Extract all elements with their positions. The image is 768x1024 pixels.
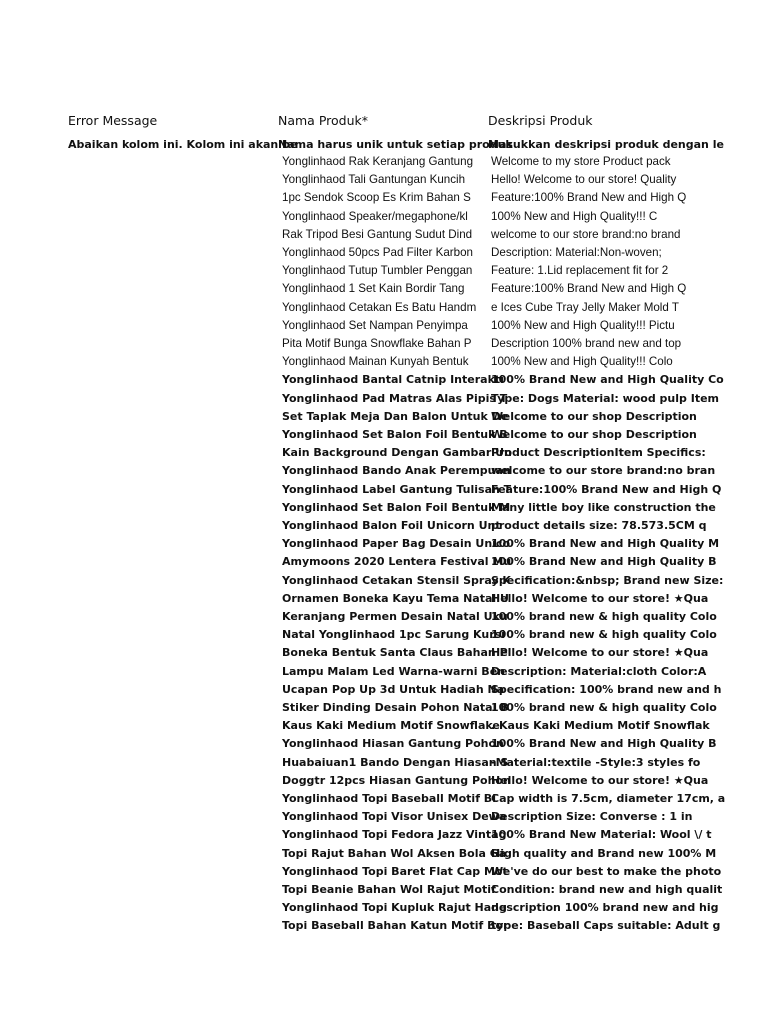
- cell-deskripsi-produk[interactable]: 100% New and High Quality!!! Pictu: [491, 318, 675, 332]
- cell-deskripsi-produk[interactable]: High quality and Brand new 100% M: [491, 846, 717, 860]
- cell-nama-produk[interactable]: Yonglinhaod Label Gantung Tulisan T: [282, 482, 512, 496]
- table-row: [0, 553, 768, 571]
- cell-deskripsi-produk[interactable]: 100% brand new & high quality Colo: [491, 610, 717, 623]
- cell-deskripsi-produk[interactable]: Specification: 100% brand new and h: [491, 682, 722, 696]
- cell-nama-produk[interactable]: Yonglinhaod Tutup Tumbler Penggan: [282, 264, 473, 278]
- cell-deskripsi-produk[interactable]: Condition: brand new and high qualit: [491, 883, 723, 896]
- table-row: [0, 845, 768, 863]
- note-deskripsi-produk[interactable]: Masukkan deskripsi produk dengan le: [488, 138, 724, 151]
- cell-nama-produk[interactable]: Yonglinhaod Bantal Catnip Interakti: [282, 373, 504, 387]
- table-row: [0, 590, 768, 608]
- cell-nama-produk[interactable]: Topi Rajut Bahan Wol Aksen Bola Ga: [282, 846, 507, 860]
- table-row: [0, 244, 768, 262]
- cell-deskripsi-produk[interactable]: Hello! Welcome to our store! Quality: [491, 173, 677, 187]
- cell-nama-produk[interactable]: Yonglinhaod Topi Baseball Motif Bi: [282, 792, 496, 805]
- cell-deskripsi-produk[interactable]: welcome to our store brand:no bran: [491, 464, 716, 478]
- table-row: [0, 808, 768, 826]
- table-row: [0, 917, 768, 935]
- table-row: [0, 663, 768, 681]
- table-row: [0, 772, 768, 790]
- cell-nama-produk[interactable]: Yonglinhaod Pad Matras Alas Pipis T: [282, 391, 508, 405]
- table-row: [0, 353, 768, 371]
- cell-deskripsi-produk[interactable]: type: Baseball Caps suitable: Adult g: [491, 919, 721, 933]
- cell-nama-produk[interactable]: Rak Tripod Besi Gantung Sudut Dind: [282, 227, 473, 241]
- table-row: [0, 517, 768, 535]
- cell-nama-produk[interactable]: Yonglinhaod Bando Anak Perempuan: [282, 464, 511, 478]
- table-row: [0, 153, 768, 171]
- cell-nama-produk[interactable]: Topi Baseball Bahan Katun Motif Bor: [282, 919, 509, 933]
- cell-deskripsi-produk[interactable]: We've do our best to make the photo: [491, 864, 722, 878]
- table-row: [0, 390, 768, 408]
- cell-nama-produk[interactable]: Ucapan Pop Up 3d Untuk Hadiah Na: [282, 682, 505, 696]
- cell-nama-produk[interactable]: Stiker Dinding Desain Pohon Natal B: [282, 701, 509, 714]
- cell-nama-produk[interactable]: Yonglinhaod Speaker/megaphone/kl: [282, 209, 468, 223]
- cell-deskripsi-produk[interactable]: Hello! Welcome to our store! ★Qua: [491, 591, 709, 605]
- cell-deskripsi-produk[interactable]: Description 100% brand new and top: [491, 337, 682, 350]
- cell-nama-produk[interactable]: Ornamen Boneka Kayu Tema Natal U: [282, 591, 509, 605]
- cell-deskripsi-produk[interactable]: description 100% brand new and hig: [491, 901, 719, 915]
- cell-nama-produk[interactable]: Yonglinhaod Set Nampan Penyimpa: [282, 318, 468, 332]
- cell-deskripsi-produk[interactable]: Cap width is 7.5cm, diameter 17cm, a: [491, 792, 726, 805]
- cell-deskripsi-produk[interactable]: Hello! Welcome to our store! ★Qua: [491, 646, 709, 660]
- cell-deskripsi-produk[interactable]: Welcome to our shop Description: [491, 428, 697, 441]
- table-row: [0, 317, 768, 335]
- cell-nama-produk[interactable]: Yonglinhaod Topi Fedora Jazz Vintag: [282, 828, 507, 842]
- table-row: [0, 171, 768, 189]
- table-row: [0, 644, 768, 662]
- header-error-message[interactable]: Error Message: [68, 113, 158, 128]
- cell-nama-produk[interactable]: Keranjang Permen Desain Natal Uku: [282, 610, 508, 623]
- table-row: [0, 535, 768, 553]
- cell-nama-produk[interactable]: Yonglinhaod Hiasan Gantung Pohon: [282, 737, 504, 751]
- table-row: [0, 444, 768, 462]
- table-row: [0, 863, 768, 881]
- table-row: [0, 226, 768, 244]
- cell-deskripsi-produk[interactable]: 100% Brand New and High Quality B: [491, 555, 717, 569]
- cell-deskripsi-produk[interactable]: Type: Dogs Material: wood pulp Item: [491, 391, 720, 405]
- cell-deskripsi-produk[interactable]: e Ices Cube Tray Jelly Maker Mold T: [491, 300, 679, 314]
- table-row: [0, 735, 768, 753]
- table-row: [0, 826, 768, 844]
- cell-deskripsi-produk[interactable]: product details size: 78.573.5CM q: [491, 519, 707, 532]
- table-row: [0, 262, 768, 280]
- cell-deskripsi-produk[interactable]: Description Size: Converse : 1 in: [491, 810, 693, 824]
- header-nama-produk[interactable]: Nama Produk*: [278, 113, 368, 128]
- table-row: [0, 881, 768, 899]
- cell-deskripsi-produk[interactable]: 100% brand new & high quality Colo: [491, 701, 717, 714]
- cell-deskripsi-produk[interactable]: 100% Brand New and High Quality B: [491, 737, 717, 751]
- cell-nama-produk[interactable]: Natal Yonglinhaod 1pc Sarung Kursi: [282, 628, 505, 642]
- cell-deskripsi-produk[interactable]: . Kaus Kaki Medium Motif Snowflak: [491, 719, 710, 733]
- cell-deskripsi-produk[interactable]: -Material:textile -Style:3 styles fo: [491, 755, 701, 769]
- cell-nama-produk[interactable]: Yonglinhaod Tali Gantungan Kuncih: [282, 173, 466, 187]
- cell-deskripsi-produk[interactable]: 100% brand new & high quality Colo: [491, 628, 717, 642]
- table-row: [0, 426, 768, 444]
- table-row: [0, 626, 768, 644]
- table-row: [0, 899, 768, 917]
- table-row: [0, 499, 768, 517]
- cell-nama-produk[interactable]: Yonglinhaod Topi Baret Flat Cap Mot: [282, 864, 508, 878]
- cell-nama-produk[interactable]: Yonglinhaod Cetakan Es Batu Handm: [282, 300, 477, 314]
- note-error-message[interactable]: Abaikan kolom ini. Kolom ini akan be: [68, 138, 298, 151]
- cell-nama-produk[interactable]: Doggtr 12pcs Hiasan Gantung Pohon: [282, 773, 511, 787]
- table-row: [0, 699, 768, 717]
- table-row: [0, 681, 768, 699]
- table-row: [0, 335, 768, 353]
- table-row: [0, 717, 768, 735]
- table-row: [0, 572, 768, 590]
- cell-nama-produk[interactable]: Lampu Malam Led Warna-warni Ben: [282, 664, 505, 678]
- table-row: [0, 189, 768, 207]
- cell-nama-produk[interactable]: Kain Background Dengan Gambar Un: [282, 446, 512, 460]
- cell-deskripsi-produk[interactable]: Description: Material:cloth Color:A: [491, 664, 707, 678]
- cell-nama-produk[interactable]: Yonglinhaod Paper Bag Desain Unico: [282, 537, 510, 551]
- cell-deskripsi-produk[interactable]: Welcome to my store Product pack: [491, 155, 671, 168]
- cell-nama-produk[interactable]: Yonglinhaod 1 Set Kain Bordir Tang: [282, 282, 465, 296]
- cell-nama-produk[interactable]: Boneka Bentuk Santa Claus Bahan Pl: [282, 646, 512, 660]
- cell-deskripsi-produk[interactable]: 100% New and High Quality!!! C: [491, 209, 658, 223]
- cell-deskripsi-produk[interactable]: 100% New and High Quality!!! Colo: [491, 355, 673, 369]
- table-row: [0, 371, 768, 389]
- cell-deskripsi-produk[interactable]: Description: Material:Non-woven;: [491, 246, 662, 259]
- cell-nama-produk[interactable]: Yonglinhaod Cetakan Stensil Spray K: [282, 573, 511, 587]
- cell-deskripsi-produk[interactable]: Welcome to our shop Description: [491, 409, 697, 423]
- cell-nama-produk[interactable]: Yonglinhaod Topi Visor Unisex Dewa: [282, 810, 507, 824]
- cell-nama-produk[interactable]: Yonglinhaod Mainan Kunyah Bentuk: [282, 355, 469, 369]
- cell-nama-produk[interactable]: Amymoons 2020 Lentera Festival Mu: [282, 555, 512, 569]
- cell-deskripsi-produk[interactable]: welcome to our store brand:no brand: [491, 227, 681, 241]
- cell-deskripsi-produk[interactable]: 100% Brand New Material: Wool \/ t: [491, 828, 712, 842]
- table-row: [0, 790, 768, 808]
- table-row: [0, 208, 768, 226]
- table-row: [0, 408, 768, 426]
- cell-deskripsi-produk[interactable]: Many little boy like construction the: [491, 500, 716, 514]
- cell-nama-produk[interactable]: Yonglinhaod Rak Keranjang Gantung: [282, 155, 474, 168]
- cell-deskripsi-produk[interactable]: Feature:100% Brand New and High Q: [491, 282, 687, 296]
- cell-deskripsi-produk[interactable]: Specification:&nbsp; Brand new Size:: [491, 573, 724, 587]
- cell-deskripsi-produk[interactable]: Feature:100% Brand New and High Q: [491, 482, 722, 496]
- cell-nama-produk[interactable]: Yonglinhaod Set Balon Foil Bentuk M: [282, 500, 511, 514]
- cell-deskripsi-produk[interactable]: Feature:100% Brand New and High Q: [491, 191, 687, 205]
- cell-nama-produk[interactable]: Pita Motif Bunga Snowflake Bahan P: [282, 337, 472, 350]
- cell-deskripsi-produk[interactable]: 100% Brand New and High Quality M: [491, 537, 720, 551]
- cell-nama-produk[interactable]: Yonglinhaod Set Balon Foil Bentuk B: [282, 428, 508, 441]
- note-nama-produk[interactable]: Nama harus unik untuk setiap produk: [278, 138, 513, 151]
- cell-nama-produk[interactable]: 1pc Sendok Scoop Es Krim Bahan S: [282, 191, 471, 205]
- cell-nama-produk[interactable]: Yonglinhaod 50pcs Pad Filter Karbon: [282, 246, 474, 259]
- cell-deskripsi-produk[interactable]: 100% Brand New and High Quality Co: [491, 373, 724, 387]
- table-row: [0, 481, 768, 499]
- table-row: [0, 462, 768, 480]
- cell-nama-produk[interactable]: Yonglinhaod Balon Foil Unicorn Unt: [282, 519, 501, 532]
- cell-nama-produk[interactable]: Kaus Kaki Medium Motif Snowflake: [282, 719, 500, 733]
- table-row: [0, 754, 768, 772]
- cell-deskripsi-produk[interactable]: Feature: 1.Lid replacement fit for 2: [491, 264, 669, 278]
- cell-nama-produk[interactable]: Huabaiuan1 Bando Dengan Hiasan S: [282, 755, 509, 769]
- cell-nama-produk[interactable]: Yonglinhaod Topi Kupluk Rajut Hang: [282, 901, 507, 915]
- cell-deskripsi-produk[interactable]: Hello! Welcome to our store! ★Qua: [491, 773, 709, 787]
- table-row: [0, 299, 768, 317]
- cell-nama-produk[interactable]: Set Taplak Meja Dan Balon Untuk De: [282, 409, 509, 423]
- table-row: [0, 608, 768, 626]
- cell-nama-produk[interactable]: Topi Beanie Bahan Wol Rajut Motif: [282, 883, 496, 896]
- table-row: [0, 280, 768, 298]
- header-deskripsi-produk[interactable]: Deskripsi Produk: [488, 113, 593, 128]
- cell-deskripsi-produk[interactable]: Product DescriptionItem Specifics:: [491, 446, 706, 460]
